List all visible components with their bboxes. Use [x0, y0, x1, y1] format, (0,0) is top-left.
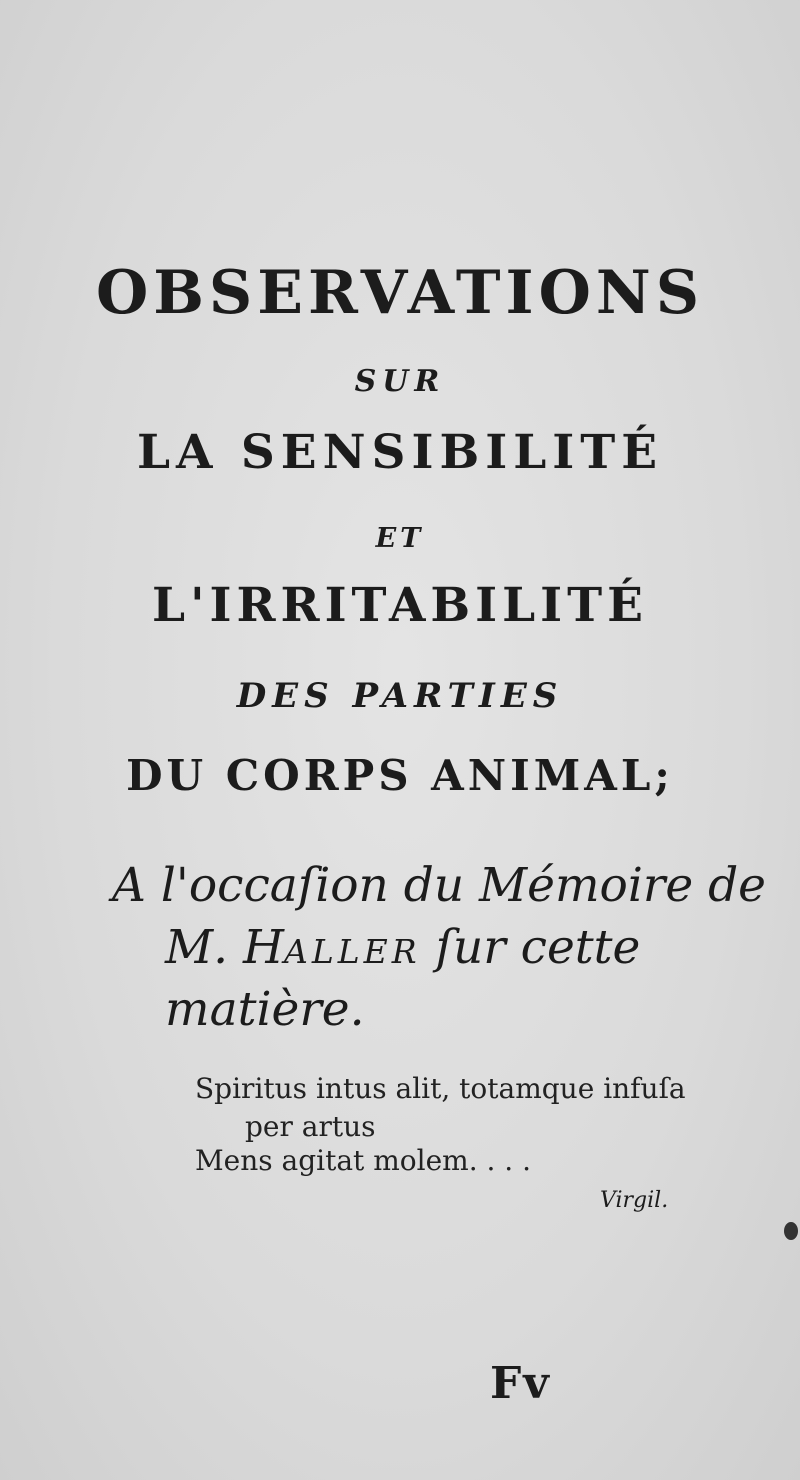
author-name-smallcaps: aller	[284, 920, 421, 975]
occasion-line-2-prefix: M. H	[165, 920, 284, 975]
signature-mark: Fv	[490, 1358, 551, 1409]
title-des-parties: DES PARTIES	[236, 676, 564, 716]
occasion-line-1: A l'occaſion du Mémoire de	[112, 858, 766, 913]
title-corps-animal: DU CORPS ANIMAL;	[126, 751, 674, 800]
occasion-line-3: matière.	[165, 982, 365, 1037]
epigraph-line-1: Spiritus intus alit, totamque infuſa	[195, 1072, 686, 1105]
epigraph-attribution: Virgil.	[600, 1188, 669, 1213]
ink-speck	[784, 1222, 798, 1240]
epigraph-line-2: per artus	[245, 1110, 376, 1143]
epigraph-line-3: Mens agitat molem. . . .	[195, 1144, 531, 1177]
title-observations: OBSERVATIONS	[95, 258, 705, 328]
title-et: ET	[375, 523, 425, 554]
title-sensibilite: LA SENSIBILITÉ	[136, 425, 664, 480]
title-irritabilite: L'IRRITABILITÉ	[152, 578, 648, 633]
title-sur: SUR	[354, 364, 446, 399]
occasion-line-2	[165, 920, 640, 975]
occasion-line-2-suffix: ſur cette	[420, 920, 641, 975]
